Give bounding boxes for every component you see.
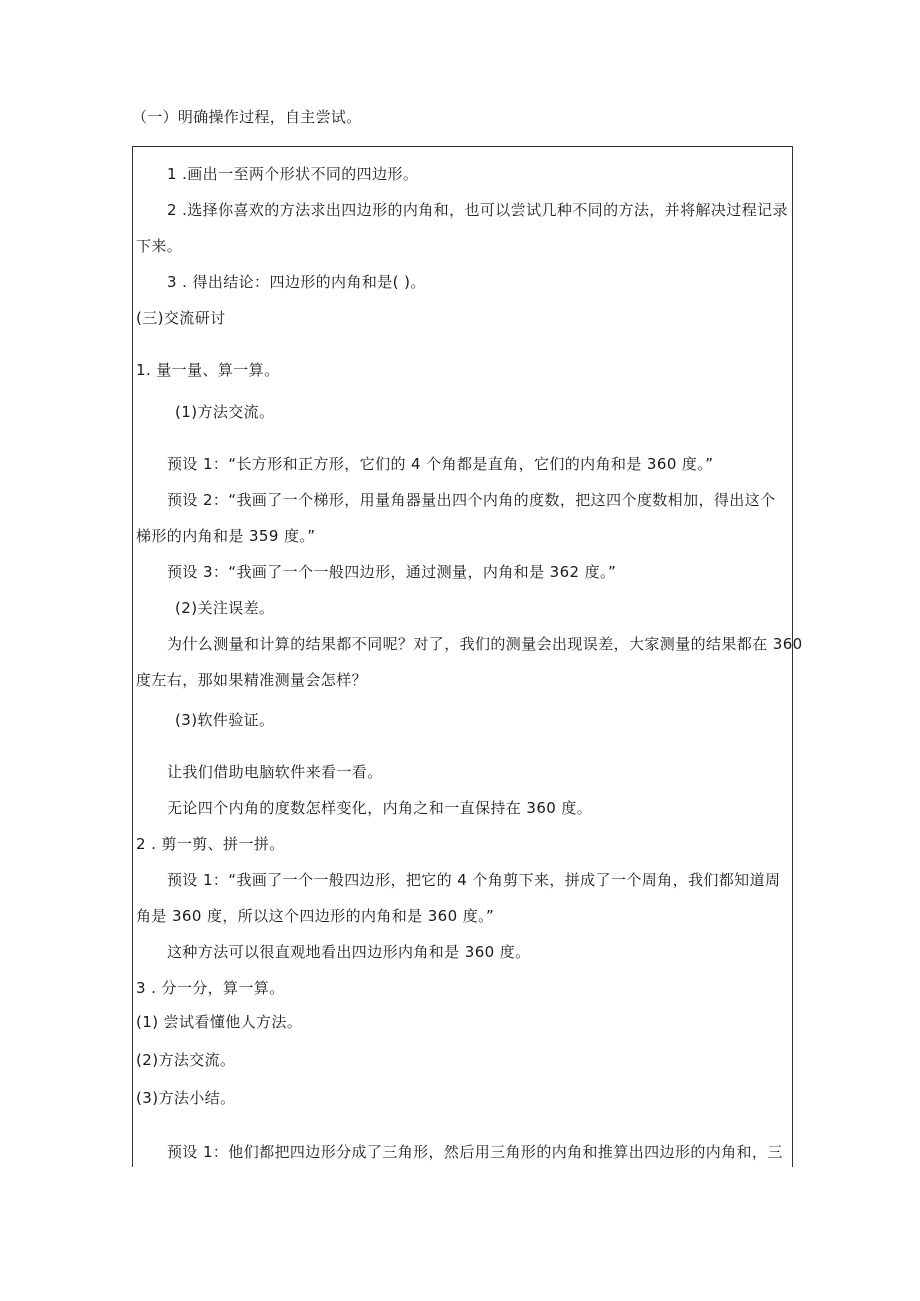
item-cut-join: 2 . 剪一剪、拼一拼。 bbox=[136, 835, 285, 853]
sub-understand-others: (1) 尝试看懂他人方法。 bbox=[136, 1013, 303, 1031]
preset-1-rectangle: 预设 1：“长方形和正方形，它们的 4 个角都是直角，它们的内角和是 360 度。” bbox=[167, 455, 714, 473]
sub-method-exchange: (1)方法交流。 bbox=[175, 403, 275, 421]
preset-2-trapezoid-cont: 梯形的内角和是 359 度。” bbox=[136, 527, 316, 545]
cut-preset-1-cont: 角是 360 度，所以这个四边形的内角和是 360 度。” bbox=[136, 907, 495, 925]
preset-3-general: 预设 3：“我画了一个一般四边形，通过测量，内角和是 362 度。” bbox=[167, 563, 617, 581]
subheading-discussion: (三)交流研讨 bbox=[136, 309, 226, 327]
divide-preset-1: 预设 1：他们都把四边形分成了三角形，然后用三角形的内角和推算出四边形的内角和，三 bbox=[167, 1143, 783, 1161]
cut-summary: 这种方法可以很直观地看出四边形内角和是 360 度。 bbox=[167, 943, 531, 961]
error-explanation-cont: 度左右，那如果精准测量会怎样？ bbox=[136, 671, 368, 689]
sub-error-focus: (2)关注误差。 bbox=[175, 599, 275, 617]
section-heading: （一）明确操作过程，自主尝试。 bbox=[132, 108, 362, 126]
sub-method-exchange-2: (2)方法交流。 bbox=[136, 1051, 236, 1069]
sub-software-verify: (3)软件验证。 bbox=[175, 711, 275, 729]
step-conclusion: 3 . 得出结论：四边形的内角和是( )。 bbox=[167, 273, 426, 291]
preset-2-trapezoid: 预设 2：“我画了一个梯形，用量角器量出四个内角的度数，把这四个度数相加，得出这个 bbox=[167, 491, 776, 509]
step-choose-method-cont: 下来。 bbox=[136, 237, 183, 255]
sub-method-summary: (3)方法小结。 bbox=[136, 1089, 236, 1107]
item-divide-calc: 3 . 分一分，算一算。 bbox=[136, 979, 285, 997]
item-measure-calc: 1. 量一量、算一算。 bbox=[136, 361, 280, 379]
software-intro: 让我们借助电脑软件来看一看。 bbox=[167, 763, 383, 781]
content-box bbox=[132, 146, 803, 1167]
step-choose-method: 2 .选择你喜欢的方法求出四边形的内角和，也可以尝试几种不同的方法，并将解决过程记录 bbox=[167, 201, 788, 219]
error-explanation: 为什么测量和计算的结果都不同呢？对了，我们的测量会出现误差，大家测量的结果都在 360 bbox=[167, 635, 803, 653]
software-result: 无论四个内角的度数怎样变化，内角之和一直保持在 360 度。 bbox=[167, 799, 593, 817]
step-draw-quadrilateral: 1 .画出一至两个形状不同的四边形。 bbox=[167, 165, 419, 183]
cut-preset-1: 预设 1：“我画了一个一般四边形，把它的 4 个角剪下来，拼成了一个周角，我们都知道周 bbox=[167, 871, 781, 889]
